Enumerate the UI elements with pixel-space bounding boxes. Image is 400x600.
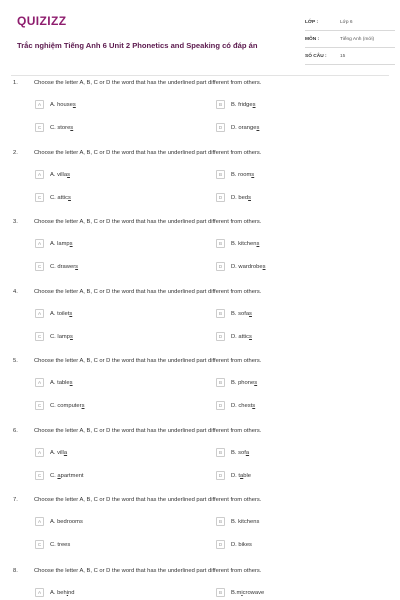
option-underlined-part: s (249, 333, 252, 340)
option-text (50, 542, 70, 548)
option-letter-box: B (216, 309, 225, 318)
answer-option-d[interactable] (216, 539, 252, 550)
option-text-before: A. lamp (50, 240, 70, 247)
answer-option-a[interactable] (35, 516, 83, 527)
meta-row-class (305, 14, 395, 31)
answer-option-c[interactable] (35, 470, 84, 481)
option-text-before: C. trees (50, 541, 71, 548)
option-letter-box: D (216, 332, 225, 341)
option-text-before: D. attic (231, 333, 250, 340)
option-underlined-part: s (69, 379, 73, 386)
option-letter-box: C (35, 540, 44, 549)
question-number: 6. (13, 428, 18, 434)
option-text-after: ble (243, 472, 252, 479)
option-text (50, 403, 84, 409)
option-text (231, 102, 256, 108)
answer-option-a[interactable] (35, 99, 76, 110)
option-letter-box: A (35, 448, 44, 457)
answer-option-b[interactable] (216, 377, 257, 388)
meta-label: LỚP : (305, 19, 319, 25)
answer-option-b[interactable] (216, 516, 259, 527)
option-text (50, 590, 75, 596)
option-text-before: D. bikes (231, 541, 252, 548)
option-letter-box: C (35, 262, 44, 271)
option-letter-box: A (35, 309, 44, 318)
answer-option-a[interactable] (35, 169, 70, 180)
option-text-before: C. attic (50, 194, 69, 201)
option-underlined-part: s (262, 263, 266, 270)
option-text (231, 519, 259, 525)
answer-option-d[interactable] (216, 331, 252, 342)
option-letter-box: D (216, 540, 225, 549)
option-text (231, 380, 257, 386)
option-text-before: B. room (231, 171, 252, 178)
worksheet-header (11, 10, 389, 72)
option-letter-box: A (35, 170, 44, 179)
option-text (231, 590, 264, 596)
option-underlined-part: a (57, 472, 61, 479)
option-text-before: B. fridge (231, 101, 253, 108)
worksheet-title: Trắc nghiệm Tiếng Anh 6 Unit 2 Phonetics and Speaking có đáp án (17, 41, 258, 50)
question-item (0, 289, 400, 359)
option-underlined-part: a (240, 472, 244, 479)
answer-option-d[interactable] (216, 122, 259, 133)
answer-option-a[interactable] (35, 308, 72, 319)
option-text-after: partment (60, 472, 84, 479)
answer-option-a[interactable] (35, 238, 73, 249)
option-letter-box: C (35, 332, 44, 341)
answer-option-a[interactable] (35, 377, 73, 388)
option-text (50, 125, 73, 131)
meta-value: 15 (340, 53, 346, 59)
meta-value: Tiếng Anh (mới) (340, 36, 375, 42)
option-letter-box: B (216, 588, 225, 597)
option-text (50, 473, 84, 479)
answer-option-d[interactable] (216, 261, 265, 272)
question-number: 3. (13, 219, 18, 225)
question-prompt: Choose the letter A, B, C or D the word that has the underlined part different from others. (34, 150, 262, 156)
option-text (231, 311, 252, 317)
option-text-before: B. sofa (231, 310, 250, 317)
option-text (50, 195, 71, 201)
option-letter-box: C (35, 193, 44, 202)
option-text (231, 450, 249, 456)
answer-option-b[interactable] (216, 447, 249, 458)
question-number: 7. (13, 497, 18, 503)
answer-option-b[interactable] (216, 238, 259, 249)
option-letter-box: B (216, 170, 225, 179)
option-text-before: C. lamp (50, 333, 70, 340)
option-letter-box: B (216, 517, 225, 526)
option-text-before: A. bedrooms (50, 518, 83, 525)
option-letter-box: A (35, 517, 44, 526)
option-text-before: C. computer (50, 402, 82, 409)
question-number: 8. (13, 568, 18, 574)
option-text (50, 172, 70, 178)
option-text-before: A. beh (50, 589, 67, 596)
option-underlined-part: s (75, 263, 79, 270)
option-underlined-part: s (248, 194, 251, 201)
option-text-before: D. orange (231, 124, 257, 131)
option-text-before: B.m (231, 589, 242, 596)
answer-option-d[interactable] (216, 470, 251, 481)
option-underlined-part: s (81, 402, 85, 409)
answer-option-d[interactable] (216, 192, 251, 203)
option-underlined-part: s (252, 101, 256, 108)
option-text-before: A. villa (50, 171, 68, 178)
answer-option-c[interactable] (35, 400, 84, 411)
answer-option-a[interactable] (35, 447, 67, 458)
option-letter-box: B (216, 100, 225, 109)
answer-option-c[interactable] (35, 192, 71, 203)
option-text (231, 542, 252, 548)
option-letter-box: A (35, 378, 44, 387)
option-text-before: D. bed (231, 194, 249, 201)
option-letter-box: B (216, 239, 225, 248)
question-prompt: Choose the letter A, B, C or D the word that has the underlined part different from others. (34, 289, 262, 295)
answer-option-b[interactable] (216, 308, 252, 319)
option-underlined-part: s (69, 310, 73, 317)
option-text-before: A. toilet (50, 310, 70, 317)
option-underlined-part: s (72, 101, 76, 108)
option-text-before: A. vill (50, 449, 64, 456)
option-letter-box: B (216, 378, 225, 387)
question-item (0, 497, 400, 567)
option-text-before: D. chest (231, 402, 253, 409)
answer-option-c[interactable] (35, 539, 70, 550)
option-text-before: B. phone (231, 379, 255, 386)
option-underlined-part: s (68, 194, 71, 201)
question-prompt: Choose the letter A, B, C or D the word that has the underlined part different from others. (34, 568, 262, 574)
option-text-before: B. kitchens (231, 518, 260, 525)
question-prompt: Choose the letter A, B, C or D the word that has the underlined part different from others. (34, 219, 262, 225)
option-underlined-part: a (63, 449, 68, 456)
option-underlined-part: s (256, 240, 260, 247)
option-letter-box: D (216, 193, 225, 202)
option-text (231, 241, 259, 247)
option-text (50, 311, 72, 317)
option-letter-box: A (35, 588, 44, 597)
question-item (0, 428, 400, 498)
worksheet-meta-table (305, 14, 395, 65)
option-underlined-part: i (241, 589, 243, 596)
answer-option-b[interactable] (216, 587, 264, 598)
option-underlined-part: s (251, 171, 255, 178)
option-text (50, 264, 78, 270)
option-underlined-part: s (254, 379, 258, 386)
question-item (0, 150, 400, 220)
option-letter-box: D (216, 401, 225, 410)
option-text (231, 403, 255, 409)
option-text (231, 195, 251, 201)
option-text (231, 334, 252, 340)
option-letter-box: B (216, 448, 225, 457)
option-text (50, 450, 67, 456)
option-underlined-part: s (252, 402, 256, 409)
option-letter-box: A (35, 100, 44, 109)
question-prompt: Choose the letter A, B, C or D the word that has the underlined part different from others. (34, 80, 262, 86)
option-underlined-part: s (249, 310, 252, 317)
question-number: 1. (13, 80, 18, 86)
meta-label: SỐ CÂU : (305, 53, 327, 59)
option-text-before: B. sof (231, 449, 246, 456)
option-text-before: C. (50, 472, 58, 479)
option-text-after: nd (68, 589, 75, 596)
option-underlined-part: s (69, 240, 73, 247)
answer-option-d[interactable] (216, 400, 255, 411)
question-item (0, 358, 400, 428)
answer-option-b[interactable] (216, 169, 254, 180)
option-text (231, 473, 251, 479)
option-letter-box: A (35, 239, 44, 248)
question-item (0, 568, 400, 600)
meta-value: Lớp 6 (340, 19, 353, 25)
option-text (50, 380, 73, 386)
option-underlined-part: a (245, 449, 250, 456)
question-number: 2. (13, 150, 18, 156)
option-letter-box: C (35, 401, 44, 410)
question-number: 5. (13, 358, 18, 364)
option-underlined-part: s (67, 171, 70, 178)
option-text (50, 519, 83, 525)
option-underlined-part: s (256, 124, 260, 131)
option-letter-box: D (216, 262, 225, 271)
question-item (0, 219, 400, 289)
option-letter-box: C (35, 123, 44, 132)
meta-label: MÔN : (305, 36, 320, 42)
quizizz-logo: QUIZIZZ (17, 14, 67, 28)
option-letter-box: C (35, 471, 44, 480)
option-text-before: C. store (50, 124, 71, 131)
meta-row-subject (305, 31, 395, 48)
option-text (231, 172, 254, 178)
option-text-before: A. house (50, 101, 73, 108)
option-text-before: D. wardrobe (231, 263, 263, 270)
answer-option-c[interactable] (35, 122, 73, 133)
option-letter-box: D (216, 471, 225, 480)
option-text-before: C. drawer (50, 263, 76, 270)
option-underlined-part: s (69, 333, 73, 340)
answer-option-c[interactable] (35, 261, 78, 272)
answer-option-c[interactable] (35, 331, 73, 342)
option-text (231, 125, 259, 131)
question-prompt: Choose the letter A, B, C or D the word that has the underlined part different from others. (34, 358, 262, 364)
question-prompt: Choose the letter A, B, C or D the word that has the underlined part different from others. (34, 428, 262, 434)
header-divider (11, 75, 389, 76)
question-item (0, 80, 400, 150)
option-text (231, 264, 265, 270)
meta-row-question-count (305, 48, 395, 65)
answer-option-a[interactable] (35, 587, 75, 598)
option-letter-box: D (216, 123, 225, 132)
option-underlined-part: s (70, 124, 74, 131)
answer-option-b[interactable] (216, 99, 256, 110)
option-text (50, 241, 73, 247)
option-text (50, 102, 76, 108)
option-text (50, 334, 73, 340)
option-text-after: crowave (242, 589, 265, 596)
option-text-before: B. kitchen (231, 240, 257, 247)
question-prompt: Choose the letter A, B, C or D the word that has the underlined part different from others. (34, 497, 262, 503)
option-underlined-part: i (66, 589, 69, 596)
option-text-before: D. t (231, 472, 241, 479)
option-text-before: A. table (50, 379, 70, 386)
question-number: 4. (13, 289, 18, 295)
